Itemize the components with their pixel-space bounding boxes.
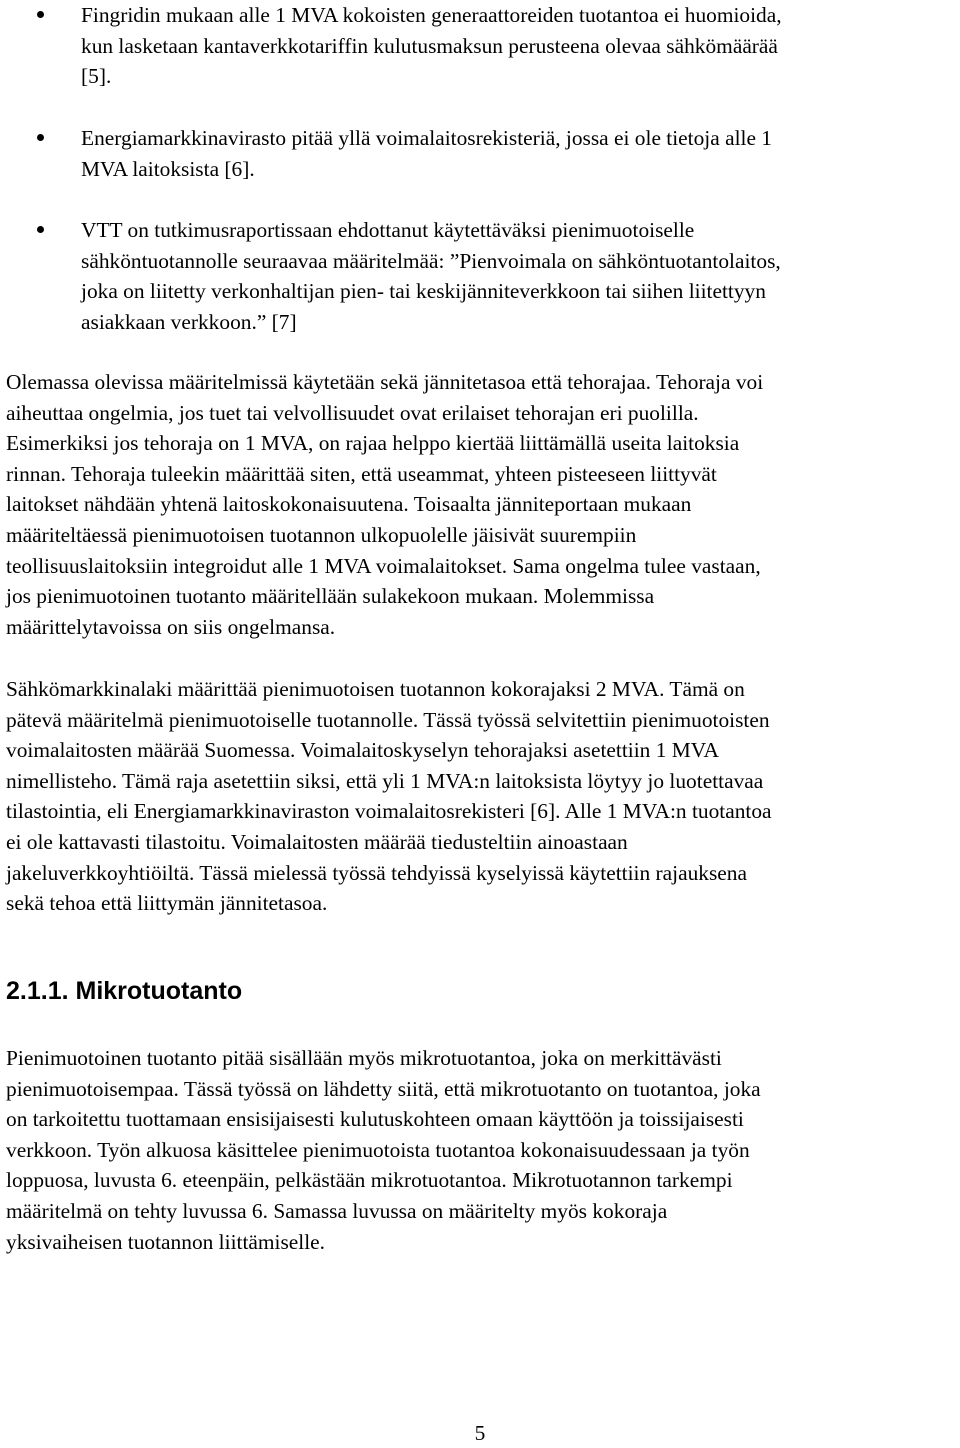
text-line: VTT on tutkimusraportissaan ehdottanut käytettäväksi pienimuotoiselle [81,218,695,242]
bullet-dot-icon [37,226,44,233]
text-line: teollisuuslaitoksiin integroidut alle 1 MVA voimalaitokset. Sama ongelma tulee vastaan, [6,553,761,578]
text-line: pienimuotoisempaa. Tässä työssä on lähdetty siitä, että mikrotuotanto on tuotantoa, joka [6,1076,761,1101]
text-line: sähköntuotannolle seuraavaa määritelmää: ”Pienvoimala on sähköntuotantolaitos, [81,248,781,273]
text-line: voimalaitosten määrää Suomessa. Voimalaitoskyselyn tehorajaksi asetettiin 1 MVA [6,738,719,763]
text-line: nimellisteho. Tämä raja asetettiin siksi, että yli 1 MVA:n laitoksista löytyy jo luotettavaa [6,768,764,793]
text-line: pätevä määritelmä pienimuotoiselle tuotannolle. Tässä työssä selvitettiin pienimuotoisten [6,707,770,732]
section-heading: 2.1.1. Mikrotuotanto [6,977,243,1005]
text-line: Fingridin mukaan alle 1 MVA kokoisten generaattoreiden tuotantoa ei huomioida, [81,3,782,27]
text-line: loppuosa, luvusta 6. eteenpäin, pelkästään mikrotuotantoa. Mikrotuotannon tarkempi [6,1168,733,1193]
text-line: [5]. [81,64,112,89]
paragraph-definitions [6,367,952,642]
text-line: jakeluverkkoyhtiöiltä. Tässä mielessä työssä tehdyissä kyselyissä käytettiin rajauksena [6,860,747,885]
page-number: 5 [474,1421,486,1445]
bullet-dot-icon [37,134,44,141]
text-line: Pienimuotoinen tuotanto pitää sisällään myös mikrotuotantoa, joka on merkittävästi [6,1046,722,1070]
text-line: tilastointia, eli Energiamarkkinaviraston voimalaitosrekisteri [6]. Alle 1 MVA:n tuotantoa [6,799,772,824]
text-line: MVA laitoksista [6]. [81,156,255,181]
text-line: verkkoon. Työn alkuosa käsittelee pienimuotoista tuotantoa kokonaisuudessaan ja työn [6,1137,750,1162]
text-line: laitokset nähdään yhtenä laitoskokonaisuutena. Toisaalta jänniteportaan mukaan [6,492,692,517]
text-line: Olemassa olevissa määritelmissä käytetään sekä jännitetasoa että tehorajaa. Tehoraja voi [6,370,764,394]
text-line: määrittelytavoissa on siis ongelmansa. [6,614,336,639]
bullet-text [81,0,951,92]
text-line: aiheuttaa ongelmia, jos tuet tai velvollisuudet ovat erilaiset tehorajan eri puolilla. [6,400,699,425]
paragraph-microproduction [6,1043,952,1257]
bullet-text [81,123,951,184]
text-line: on tarkoitettu tuottamaan ensisijaisesti kulutuskohteen omaan käyttöön ja toissijaisesti [6,1107,744,1132]
text-line: Energiamarkkinavirasto pitää yllä voimalaitosrekisteriä, jossa ei ole tietoja alle 1 [81,126,773,150]
text-line: ei ole kattavasti tilastoitu. Voimalaitosten määrää tiedusteltiin ainoastaan [6,829,628,854]
text-line: Sähkömarkkinalaki määrittää pienimuotoisen tuotannon kokorajaksi 2 MVA. Tämä on [6,677,745,701]
bullet-text [81,215,951,337]
paragraph-market-law [6,674,952,919]
text-line: määritelmä on tehty luvussa 6. Samassa luvussa on määritelty myös kokoraja [6,1198,668,1223]
text-line: määriteltäessä pienimuotoisen tuotannon ulkopuolelle jäisivät suurempiin [6,522,637,547]
text-line: rinnan. Tehoraja tuleekin määrittää siten, että useammat, yhteen pisteeseen liittyvät [6,461,717,486]
text-line: yksivaiheisen tuotannon liittämiselle. [6,1229,326,1254]
text-line: sekä tehoa että liittymän jännitetasoa. [6,891,328,916]
text-line: Esimerkiksi jos tehoraja on 1 MVA, on rajaa helppo kiertää liittämällä useita laitoksia [6,431,740,456]
text-line: joka on liitetty verkonhaltijan pien- tai keskijänniteverkkoon tai siihen liitettyyn [81,279,766,304]
text-line: jos pienimuotoinen tuotanto määritellään sulakekoon mukaan. Molemmissa [6,584,655,609]
bullet-dot-icon [37,11,44,18]
text-line: kun lasketaan kantaverkkotariffin kulutusmaksun perusteena olevaa sähkömäärää [81,33,778,58]
text-line: asiakkaan verkkoon.” [7] [81,309,297,334]
